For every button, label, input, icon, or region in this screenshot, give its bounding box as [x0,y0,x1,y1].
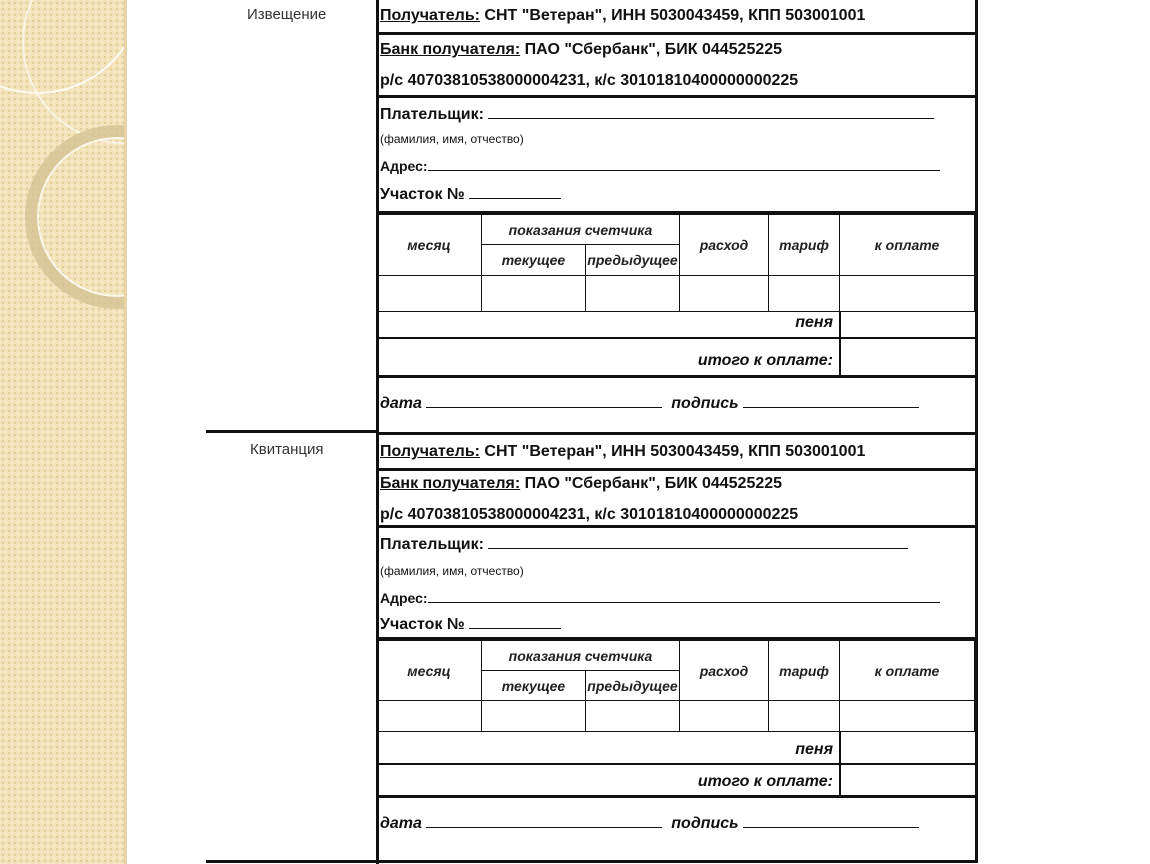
plot-field[interactable] [469,614,561,629]
to-pay-cell[interactable] [840,701,975,732]
meter-table [376,640,975,732]
payer-hint: (фамилия, имя, отчество) [380,132,524,146]
payer-block [376,528,975,640]
address-label: Адрес: [380,158,428,174]
divider [376,795,975,798]
tariff-header: тариф [769,215,840,276]
total-value[interactable] [841,339,975,376]
payer-label: Плательщик: [380,536,484,553]
signature-field[interactable] [743,813,919,828]
divider [376,375,975,378]
month-cell[interactable] [377,701,482,732]
sidebar-edge [124,0,127,864]
receipt-stub-label: Квитанция [250,441,324,458]
bank-row [376,471,975,528]
stub-divider [206,430,377,433]
tariff-cell[interactable] [769,276,840,312]
to-pay-header: к оплате [840,641,975,701]
recipient-value: СНТ "Ветеран", ИНН 5030043459, КПП 503001001 [479,443,866,460]
plot-label: Участок № [380,616,465,633]
total-label: итого к оплате: [697,352,833,369]
recipient-value: СНТ "Ветеран", ИНН 5030043459, КПП 503001001 [479,7,866,24]
date-field[interactable] [426,813,662,828]
date-label: дата [380,395,422,412]
plot-field[interactable] [469,184,561,199]
previous-cell[interactable] [586,276,680,312]
plot-label: Участок № [380,186,465,203]
current-cell[interactable] [482,276,586,312]
address-field[interactable] [428,588,940,603]
bank-label: Банк получателя: [380,475,521,492]
accounts-text: р/с 40703810538000004231, к/с 30101810400000000225 [380,506,799,523]
tariff-cell[interactable] [769,701,840,732]
penalty-label: пеня [795,741,833,758]
payer-field[interactable] [488,104,934,119]
bank-row [376,35,975,98]
penalty-label: пеня [795,314,833,331]
meter-readings-header: показания счетчика [482,641,680,671]
address-label: Адрес: [380,590,428,606]
recipient-label: Получатель: [380,7,480,24]
consumption-header: расход [680,641,769,701]
penalty-value[interactable] [841,311,975,337]
current-header: текущее [482,245,586,276]
signature-label: подпись [671,395,739,412]
meter-table [376,214,975,312]
payer-hint: (фамилия, имя, отчество) [380,564,524,578]
decorative-ring [22,0,127,144]
total-value[interactable] [841,765,975,795]
consumption-cell[interactable] [680,276,769,312]
total-label: итого к оплате: [697,773,833,790]
month-header: месяц [377,641,482,701]
bank-value: ПАО "Сбербанк", БИК 044525225 [520,475,783,492]
bank-value: ПАО "Сбербанк", БИК 044525225 [520,41,783,58]
current-header: текущее [482,671,586,701]
receipt-section [376,432,978,862]
decorative-ring [25,125,127,309]
signature-label: подпись [671,815,739,832]
previous-header: предыдущее [586,671,680,701]
notice-section [376,0,978,432]
signature-field[interactable] [743,393,919,408]
payer-field[interactable] [488,534,908,549]
previous-header: предыдущее [586,245,680,276]
recipient-row [376,0,975,35]
accounts-text: р/с 40703810538000004231, к/с 30101810400000000225 [380,72,799,89]
month-cell[interactable] [377,276,482,312]
tariff-header: тариф [769,641,840,701]
penalty-value[interactable] [841,732,975,763]
bank-label: Банк получателя: [380,41,521,58]
payer-label: Плательщик: [380,106,484,123]
decorative-sidebar [0,0,127,864]
payer-block [376,98,975,214]
recipient-label: Получатель: [380,443,480,460]
current-cell[interactable] [482,701,586,732]
to-pay-header: к оплате [840,215,975,276]
to-pay-cell[interactable] [840,276,975,312]
consumption-header: расход [680,215,769,276]
notice-stub-label: Извещение [247,6,327,23]
previous-cell[interactable] [586,701,680,732]
meter-readings-header: показания счетчика [482,215,680,245]
date-field[interactable] [426,393,662,408]
month-header: месяц [377,215,482,276]
recipient-row [376,435,975,471]
consumption-cell[interactable] [680,701,769,732]
address-field[interactable] [428,156,940,171]
date-label: дата [380,815,422,832]
